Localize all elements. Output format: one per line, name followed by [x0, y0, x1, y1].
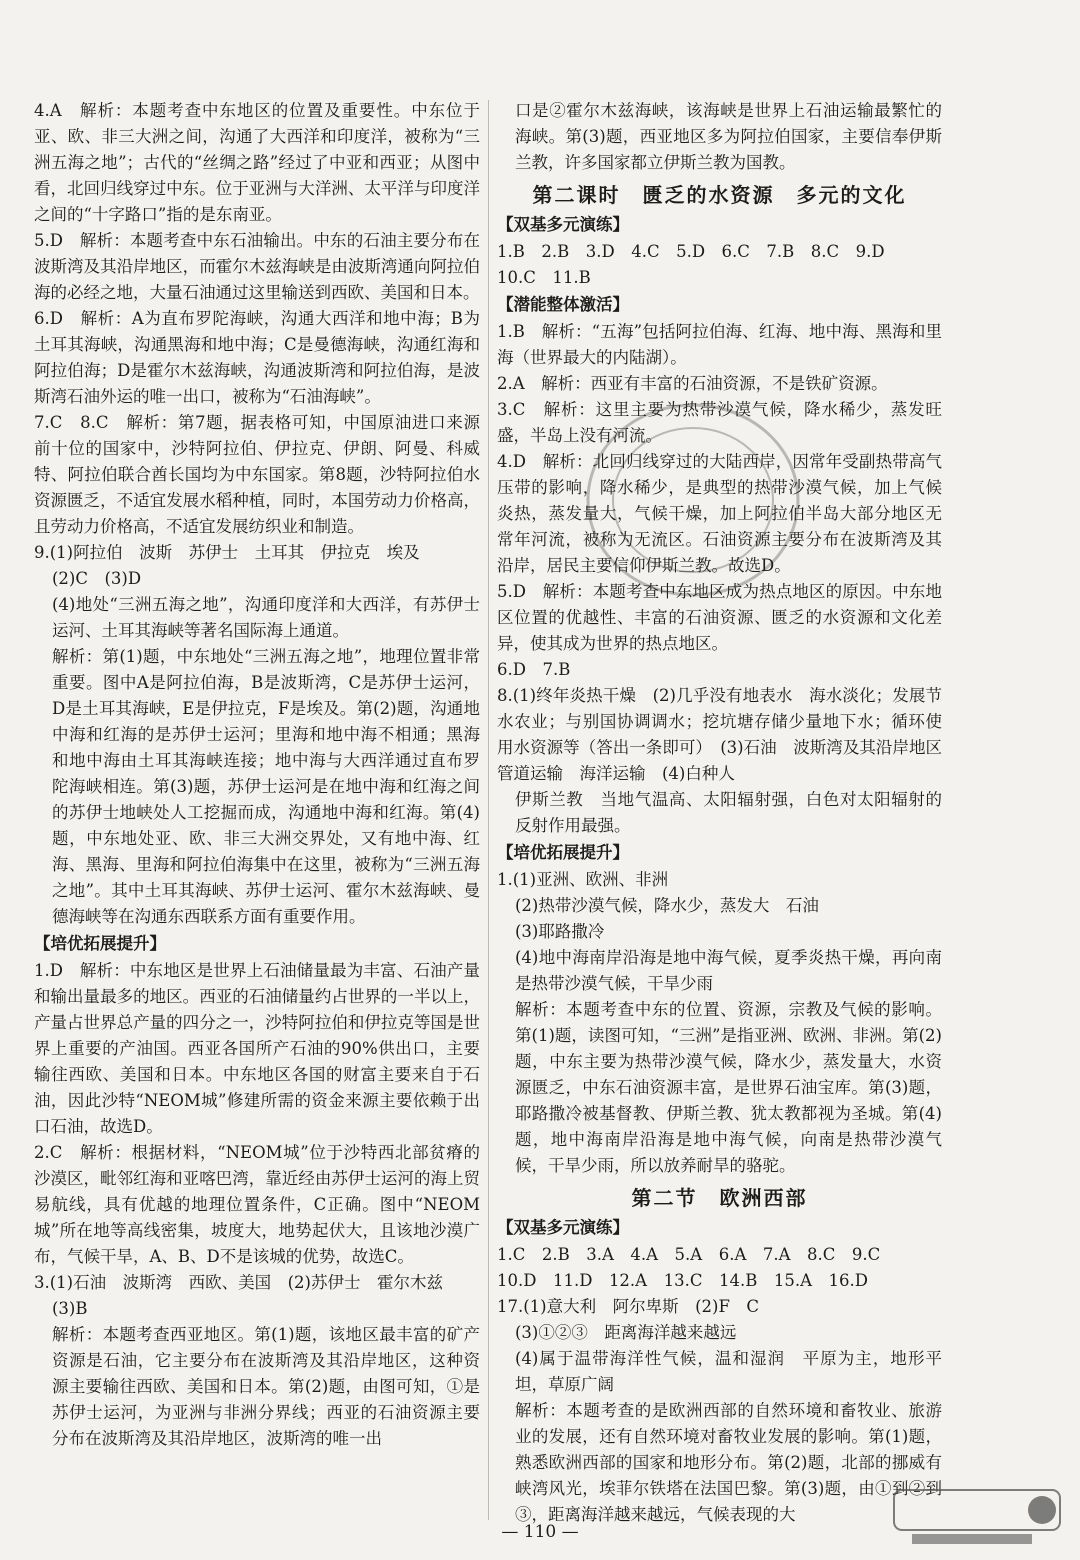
lesson-heading: 第二课时 匮乏的水资源 多元的文化	[532, 183, 907, 207]
analysis-9: 解析：第(1)题，中东地处“三洲五海之地”，地理位置非常重要。图中A是阿拉伯海，B是波斯湾，C是苏伊士运河，D是土耳其海峡，E是伊拉克，F是埃及。第(2)题，沟通地中海和红海的是苏伊士运河；里海和地中海不相通；黑海和地中海由土耳其海峡连接；地中海与大西洋通过直布罗陀海峡相连。第(3)题，苏伊士运河是在地中海和红海之间的苏伊士地峡处人工挖掘而成，沟通地中海和红海。第(4)题，中东地处亚、欧、非三大洲交界处，又有地中海、红海、黑海、里海和阿拉伯海集中在这里，被称为“三洲五海之地”。其中土耳其海峡、苏伊士运河、霍尔木兹海峡、曼德海峡等在沟通东西联系方面有重要作用。	[52, 647, 480, 926]
answer-9-4: (4)地处“三洲五海之地”，沟通印度洋和大西洋，有苏伊士运河、土耳其海峡等著名国际海上通道。	[52, 595, 480, 640]
analysis-ext2-1: 解析：本题考查中东的位置、资源，宗教及气候的影响。第(1)题，读图可知，“三洲”是指亚洲、欧洲、非洲。第(2)题，中东主要为热带沙漠气候，降水少，蒸发量大，水资源匮乏，中东石油资源丰富，是世界石油宝库。第(3)题，耶路撒冷被基督教、伊斯兰教、犹太教都视为圣城。第(4)题，地中海南岸沿海是地中海气候，向南是热带沙漠气候，干旱少雨，所以放养耐旱的骆驼。	[515, 1000, 942, 1175]
ext-answer-2: 2.C 解析：根据材料，“NEOM城”位于沙特西北部贫瘠的沙漠区，毗邻红海和亚喀巴湾，靠近经由苏伊士运河的海上贸易航线，具有优越的地理位置条件，C正确。图中“NEOM城”所在地等高线密集，坡度大，地势起伏大，且该地沙漠广布，气候干旱，A、B、D不是该城的优势，故选C。	[34, 1143, 480, 1266]
ext2-answer-1-2: (2)热带沙漠气候，降水少，蒸发大 石油	[515, 896, 819, 915]
answers-row-1: 1.B 2.B 3.D 4.C 5.D 6.C 7.B 8.C 9.D	[497, 242, 885, 261]
section-heading: 第二节 欧洲西部	[631, 1186, 808, 1210]
section-header-extension: 【培优拓展提升】	[34, 934, 166, 953]
ext-answer-3: 3.(1)石油 波斯湾 西欧、美国 (2)苏伊士 霍尔木兹	[34, 1273, 443, 1292]
potential-answer-5: 5.D 解析：本题考查中东地区成为热点地区的原因。中东地区位置的优越性、丰富的石油资源、匮乏的水资源和文化差异，使其成为世界的热点地区。	[497, 582, 942, 653]
site-logo	[892, 1488, 1062, 1548]
answer-6: 6.D 解析：A为直布罗陀海峡，沟通大西洋和地中海；B为土耳其海峡，沟通黑海和地中海；C是曼德海峡，沟通红海和阿拉伯海；D是霍尔木兹海峡，沟通波斯湾和阿拉伯海，是波斯湾石油外运的唯一出口，被称为“石油海峡”。	[34, 309, 480, 406]
analysis-17: 解析：本题考查的是欧洲西部的自然环境和畜牧业、旅游业的发展，还有自然环境对畜牧业发展的影响。第(1)题，熟悉欧洲西部的国家和地形分布。第(2)题，北部的挪威有峡湾风光，埃菲尔铁塔在法国巴黎。第(3)题，由①到②到③，距离海洋越来越远，气候表现的大	[515, 1401, 942, 1524]
potential-answer-1: 1.B 解析：“五海”包括阿拉伯海、红海、地中海、黑海和里海（世界最大的内陆湖）。	[497, 322, 942, 367]
ext-answer-3-3: (3)B	[52, 1299, 88, 1318]
answer-5: 5.D 解析：本题考查中东石油输出。中东的石油主要分布在波斯湾及其沿岸地区，而霍尔木兹海峡是由波斯湾通向阿拉伯海的必经之地，大量石油通过这里输送到西欧、美国和日本。	[34, 231, 480, 302]
ext2-answer-1-4: (4)地中海南岸沿海是地中海气候，夏季炎热干燥，再向南是热带沙漠气候，干旱少雨	[515, 948, 942, 993]
column-divider	[488, 100, 489, 1520]
answer-17-1-2: 17.(1)意大利 阿尔卑斯 (2)F C	[497, 1297, 760, 1316]
section-header-basics: 【双基多元演练】	[497, 215, 629, 234]
ext-answer-1: 1.D 解析：中东地区是世界上石油储量最为丰富、石油产量和输出量最多的地区。西亚的石油储量约占世界的一半以上，产量占世界总产量的四分之一，沙特阿拉伯和伊拉克等国是世界上重要的产油国。西亚各国所产石油的90%供出口，主要输往西欧、美国和日本。中东地区各国的财富主要来自于石油，因此沙特“NEOM城”修建所需的资金来源主要依赖于出口石油，故选D。	[34, 961, 480, 1136]
ext2-answer-1-3: (3)耶路撒冷	[515, 922, 605, 941]
answer-9-1: 9.(1)阿拉伯 波斯 苏伊士 土耳其 伊拉克 埃及	[34, 543, 420, 562]
potential-answer-8-cont: 伊斯兰教 当地气温高、太阳辐射强，白色对太阳辐射的反射作用最强。	[515, 790, 942, 835]
page-number: — 110 —	[501, 1522, 579, 1542]
potential-answer-2: 2.A 解析：西亚有丰富的石油资源，不是铁矿资源。	[497, 374, 888, 393]
answer-17-4: (4)属于温带海洋性气候，温和湿润 平原为主，地形平坦，草原广阔	[515, 1349, 942, 1394]
potential-answer-6-7: 6.D 7.B	[497, 660, 571, 679]
right-column	[497, 98, 959, 1528]
section-header-basics-2: 【双基多元演练】	[497, 1218, 629, 1237]
potential-answer-4: 4.D 解析：北回归线穿过的大陆西岸，因常年受副热带高气压带的影响，降水稀少，是典型的热带沙漠气候，加上气候炎热，蒸发量大，气候干燥，加上阿拉伯半岛大部分地区无常年河流，被称为无流区。石油资源主要分布在波斯湾及其沿岸，居民主要信仰伊斯兰教。故选D。	[497, 452, 942, 575]
section-header-potential: 【潜能整体激活】	[497, 295, 629, 314]
section-header-extension-2: 【培优拓展提升】	[497, 843, 629, 862]
potential-answer-3: 3.C 解析：这里主要为热带沙漠气候，降水稀少，蒸发旺盛，半岛上没有河流。	[497, 400, 942, 445]
answer-7-8: 7.C 8.C 解析：第7题，据表格可知，中国原油进口来源前十位的国家中，沙特阿拉伯、伊拉克、伊朗、阿曼、科威特、阿拉伯联合酋长国均为中东国家。第8题，沙特阿拉伯水资源匮乏，不适宜发展水稻种植，同时，本国劳动力价格高，且劳动力价格高，不适宜发展纺织业和制造。	[34, 413, 480, 536]
answers-row-4: 10.D 11.D 12.A 13.C 14.B 15.A 16.D	[497, 1271, 868, 1290]
analysis-ext-3: 解析：本题考查西亚地区。第(1)题，该地区最丰富的矿产资源是石油，它主要分布在波斯湾及其沿岸地区，这种资源主要输往西欧、美国和日本。第(2)题，由图可知，①是苏伊士运河，为亚洲与非洲分界线；西亚的石油资源主要分布在波斯湾及其沿岸地区，波斯湾的唯一出	[52, 1325, 480, 1448]
ext2-answer-1-1: 1.(1)亚洲、欧洲、非洲	[497, 870, 669, 889]
answer-9-2-3: (2)C (3)D	[52, 569, 142, 588]
answer-17-3: (3)①②③ 距离海洋越来越远	[515, 1323, 737, 1342]
analysis-continued: 口是②霍尔木兹海峡，该海峡是世界上石油运输最繁忙的海峡。第(3)题，西亚地区多为阿拉伯国家，主要信奉伊斯兰教，许多国家都立伊斯兰教为国教。	[515, 101, 942, 172]
answers-row-3: 1.C 2.B 3.A 4.A 5.A 6.A 7.A 8.C 9.C	[497, 1245, 881, 1264]
left-column	[34, 98, 480, 1452]
potential-answer-8: 8.(1)终年炎热干燥 (2)几乎没有地表水 海水淡化；发展节水农业；与别国协调调水；挖坑塘存储少量地下水；循环使用水资源等（答出一条即可） (3)石油 波斯湾及其沿岸地区 管道运输 海洋运输 (4)白种人	[497, 686, 959, 783]
answer-4: 4.A 解析：本题考查中东地区的位置及重要性。中东位于亚、欧、非三大洲之间，沟通了大西洋和印度洋，被称为“三洲五海之地”；古代的“丝绸之路”经过了中亚和西亚；从图中看，北回归线穿过中东。位于亚洲与大洋洲、太平洋与印度洋之间的“十字路口”指的是东南亚。	[34, 101, 480, 224]
answers-row-2: 10.C 11.B	[497, 268, 591, 287]
